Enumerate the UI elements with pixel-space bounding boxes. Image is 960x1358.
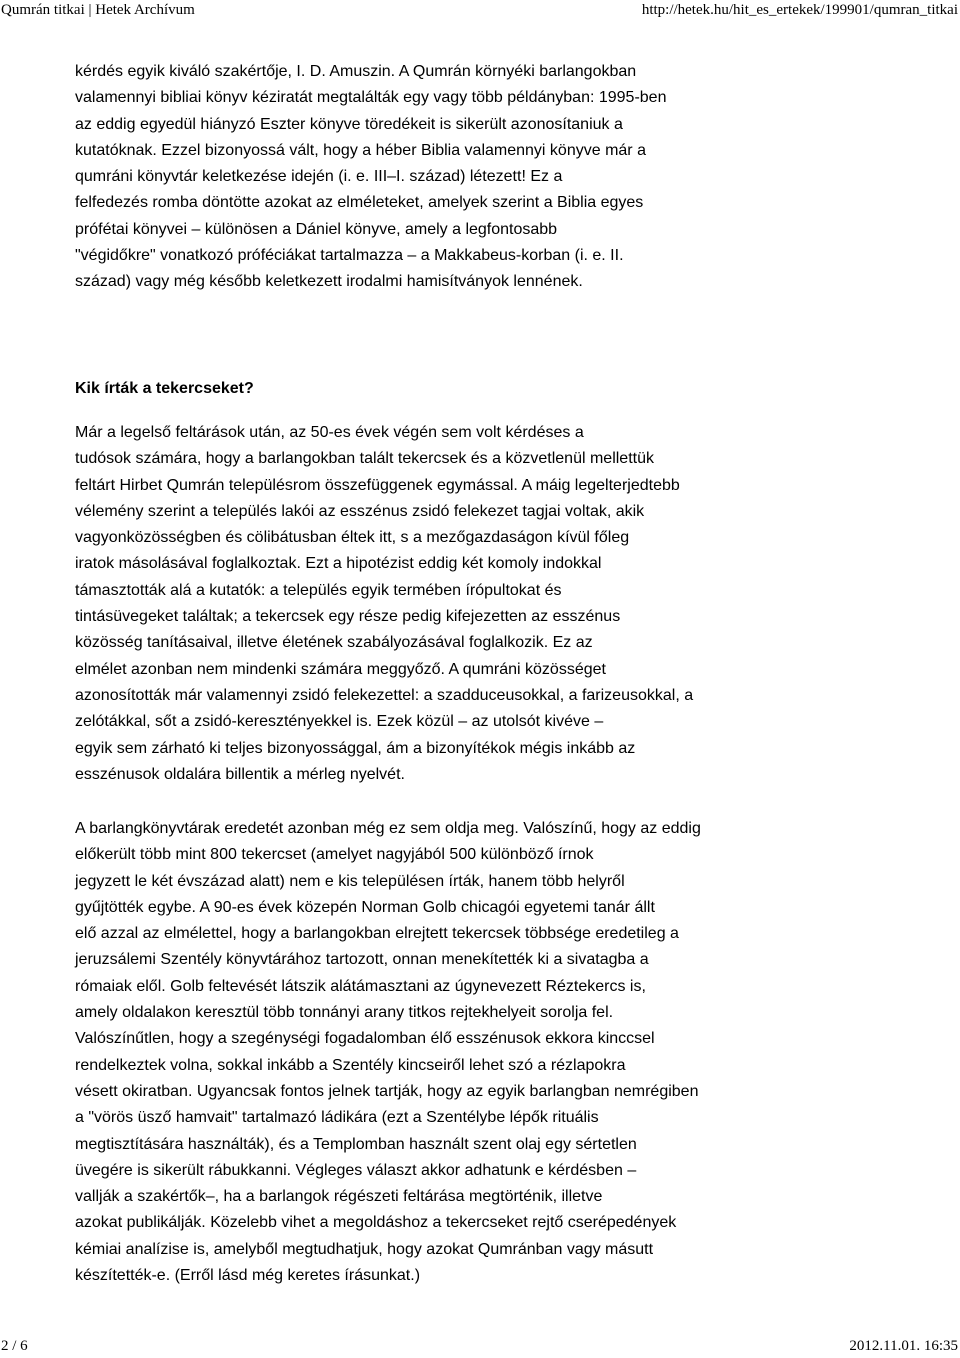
text-line: zelótákkal, sőt a zsidó-keresztényekkel is. Ezek közül – az utolsót kivéve – <box>75 713 604 731</box>
text-line: tintásüvegeket találtak; a tekercsek egy része pedig kifejezetten az esszénus <box>75 608 621 626</box>
text-line: elmélet azonban nem mindenki számára meggyőző. A qumráni közösséget <box>75 660 606 678</box>
text-line: egyik sem zárható ki teljes bizonyossággal, ám a bizonyítékok mégis inkább az <box>75 739 636 757</box>
text-line: tudósok számára, hogy a barlangokban talált tekercsek és a közvetlenül mellettük <box>75 450 654 468</box>
text-line: kérdés egyik kiváló szakértője, I. D. Amuszin. A Qumrán környéki barlangokban <box>75 63 637 80</box>
text-line: vésett okiratban. Ugyancsak fontos jelnek tartják, hogy az egyik barlangban nemrégiben <box>75 1082 699 1100</box>
text-line: kémiai analízise is, amelyből megtudhatjuk, hogy azokat Qumránban vagy másutt <box>75 1240 654 1258</box>
text-line: A barlangkönyvtárak eredetét azonban még ez sem oldja meg. Valószínű, hogy az eddig <box>75 820 701 837</box>
text-line: előkerült több mint 800 tekercset (amelyet nagyjából 500 különböző írnok <box>75 846 594 864</box>
text-line: rendelkeztek volna, sokkal inkább a Szentély kincseiről lehet szó a rézlapokra <box>75 1056 626 1074</box>
paragraph-2 <box>75 420 693 788</box>
page-url: http://hetek.hu/hit_es_ertekek/199901/qumran_titkai <box>641 2 958 18</box>
text-line: megtisztítására használták), és a Templomban használt szent olaj egy sértetlen <box>75 1135 637 1153</box>
text-line: az eddig egyedül hiányzó Eszter könyve töredékeit is sikerült azonosítaniuk a <box>75 115 623 133</box>
paragraph-1 <box>75 59 666 296</box>
text-line: vallják a szakértők–, ha a barlangok régészeti feltárása megtörténik, illetve <box>75 1188 603 1206</box>
text-line: azonosították már valamennyi zsidó felekezettel: a szadduceusokkal, a farizeusokkal, a <box>75 686 694 704</box>
text-line: feltárt Hirbet Qumrán településrom összefüggenek egymással. A máig legelterjedtebb <box>75 476 680 494</box>
text-line: üvegére is sikerült rábukkanni. Végleges választ akkor adhatunk e kérdésben – <box>75 1161 637 1179</box>
text-line: "végidőkre" vonatkozó próféciákat tartalmazza – a Makkabeus-korban (i. e. II. <box>75 247 624 265</box>
text-line: jeruzsálemi Szentély könyvtárához tartozott, onnan menekítették ki a sivatagba a <box>75 951 649 969</box>
text-line: közösség tanításaival, illetve életének szabályozásával foglalkozik. Ez az <box>75 634 593 652</box>
text-line: jegyzett le két évszázad alatt) nem e kis településen írták, hanem több helyről <box>75 872 625 890</box>
page-title: Qumrán titkai | Hetek Archívum <box>1 2 195 18</box>
text-line: valamennyi bibliai könyv kéziratát megtalálták egy vagy több példányban: 1995-ben <box>75 89 667 107</box>
text-line: vélemény szerint a település lakói az esszénus zsidó felekezet tagjai voltak, akik <box>75 502 645 520</box>
text-line: Valószínűtlen, hogy a szegénységi fogadalomban élő esszénusok ekkora kinccsel <box>75 1030 655 1048</box>
text-line: felfedezés romba döntötte azokat az elméleteket, amelyek szerint a Biblia egyes <box>75 194 644 212</box>
text-line: iratok másolásával foglalkoztak. Ezt a hipotézist eddig két komoly indokkal <box>75 555 602 573</box>
text-line: készítették-e. (Erről lásd még keretes írásunkat.) <box>75 1267 421 1285</box>
text-line: rómaiak elől. Golb feltevését látszik alátámasztani az úgynevezett Réztekercs is, <box>75 977 646 995</box>
text-line: elő azzal az elmélettel, hogy a barlangokban elrejtett tekercsek többsége eredetileg a <box>75 925 679 943</box>
text-line: a "vörös üsző hamvait" tartalmazó ládikára (ezt a Szentélybe lépők rituális <box>75 1109 599 1127</box>
text-line: prófétai könyvei – különösen a Dániel könyve, amely a legfontosabb <box>75 220 558 238</box>
text-line: esszénusok oldalára billentik a mérleg nyelvét. <box>75 765 405 783</box>
print-footer <box>0 1336 960 1358</box>
text-line: gyűjtötték egybe. A 90-es évek közepén Norman Golb chicagói egyetemi tanár állt <box>75 898 655 916</box>
text-line: azokat publikálják. Közelebb vihet a megoldáshoz a tekercseket rejtő cserépedények <box>75 1214 677 1232</box>
paragraph-3 <box>75 816 701 1289</box>
text-line: támasztották alá a kutatók: a település egyik termében írópultokat és <box>75 581 562 599</box>
print-header <box>0 0 960 22</box>
page-number: 2 / 6 <box>1 1338 28 1354</box>
text-line: kutatóknak. Ezzel bizonyossá vált, hogy a héber Biblia valamennyi könyve már a <box>75 141 646 159</box>
text-line: vagyonközösségben és cölibátusban éltek itt, s a mezőgazdaságon kívül főleg <box>75 529 630 547</box>
text-line: Már a legelső feltárások után, az 50-es évek végén sem volt kérdéses a <box>75 424 584 441</box>
section-heading: Kik írták a tekercseket? <box>75 380 254 397</box>
text-line: qumráni könyvtár keletkezése idején (i. e. III–I. század) létezett! Ez a <box>75 168 563 186</box>
print-datetime: 2012.11.01. 16:35 <box>849 1338 958 1354</box>
text-line: amely oldalakon keresztül több tonnányi arany titkos rejtekhelyeit sorolja fel. <box>75 1004 614 1022</box>
text-line: század) vagy még később keletkezett irodalmi hamisítványok lennének. <box>75 273 583 291</box>
